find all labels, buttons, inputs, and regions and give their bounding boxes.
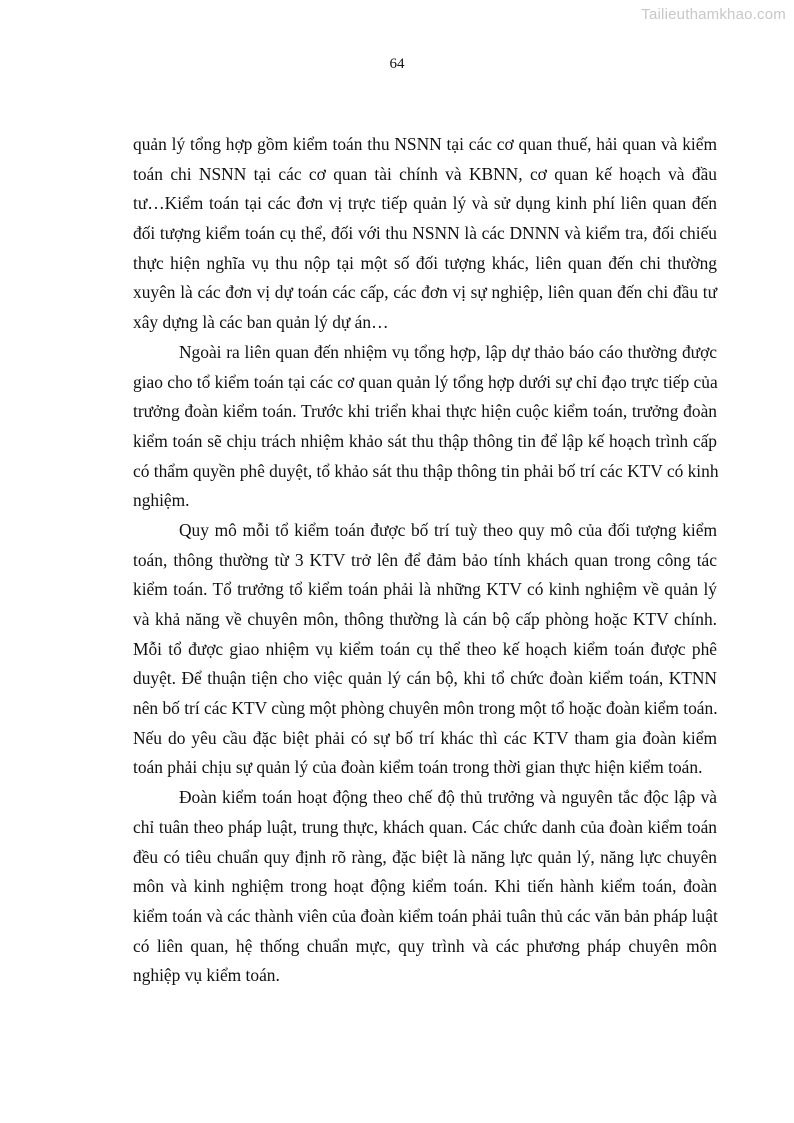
- paragraph-3: [133, 516, 717, 783]
- text-line: nghiệm.: [133, 490, 190, 511]
- text-line: duyệt. Để thuận tiện cho việc quản lý cán bộ, khi tổ chức đoàn kiểm toán, KTNN: [133, 668, 717, 689]
- text-line: nghiệp vụ kiểm toán.: [133, 965, 280, 986]
- text-line: đều có tiêu chuẩn quy định rõ ràng, đặc biệt là năng lực quản lý, năng lực chuyên: [133, 846, 717, 867]
- text-line: Mỗi tổ được giao nhiệm vụ kiểm toán cụ thể theo kế hoạch kiểm toán được phê: [133, 638, 717, 659]
- text-line: xây dựng là các ban quản lý dự án…: [133, 312, 389, 333]
- text-line: xuyên là các đơn vị dự toán các cấp, các đơn vị sự nghiệp, liên quan đến chi đầu tư: [133, 282, 717, 303]
- watermark-text: Tailieuthamkhao.com: [641, 6, 786, 23]
- text-line: toán, thông thường từ 3 KTV trở lên để đảm bảo tính khách quan trong công tác: [133, 549, 717, 570]
- text-line: toán chi NSNN tại các cơ quan tài chính và KBNN, cơ quan kế hoạch và đầu: [133, 163, 717, 184]
- text-line: Nếu do yêu cầu đặc biệt phải có sự bố trí khác thì các KTV tham gia đoàn kiểm: [133, 727, 717, 748]
- document-body: [133, 130, 717, 991]
- text-line: môn và kinh nghiệm trong hoạt động kiểm toán. Khi tiến hành kiểm toán, đoàn: [133, 876, 717, 897]
- text-line: toán phải chịu sự quản lý của đoàn kiểm toán trong thời gian thực hiện kiểm toán.: [133, 757, 703, 778]
- text-line: Đoàn kiểm toán hoạt động theo chế độ thủ trưởng và nguyên tắc độc lập và: [179, 787, 717, 808]
- text-line: và khả năng về chuyên môn, thông thường là cán bộ cấp phòng hoặc KTV chính.: [133, 609, 717, 629]
- text-line: thực hiện nghĩa vụ thu nộp tại một số đối tượng khác, liên quan đến chi thường: [133, 252, 717, 273]
- text-line: kiểm toán. Tổ trưởng tổ kiểm toán phải là những KTV có kinh nghiệm về quản lý: [133, 579, 717, 600]
- paragraph-4: [133, 783, 717, 991]
- text-line: Quy mô mỗi tổ kiểm toán được bố trí tuỳ theo quy mô của đối tượng kiểm: [179, 519, 717, 540]
- text-line: tư…Kiểm toán tại các đơn vị trực tiếp quản lý và sử dụng kinh phí liên quan đến: [133, 193, 717, 214]
- text-line: có thẩm quyền phê duyệt, tổ khảo sát thu thập thông tin phải bố trí các KTV có kinh: [133, 460, 719, 481]
- text-line: kiểm toán sẽ chịu trách nhiệm khảo sát thu thập thông tin để lập kế hoạch trình cấp: [133, 430, 717, 451]
- text-line: chỉ tuân theo pháp luật, trung thực, khách quan. Các chức danh của đoàn kiểm toán: [133, 816, 717, 837]
- page-number: 64: [389, 56, 405, 72]
- text-line: kiểm toán và các thành viên của đoàn kiểm toán phải tuân thủ các văn bản pháp luật: [133, 905, 718, 926]
- text-line: Ngoài ra liên quan đến nhiệm vụ tổng hợp, lập dự thảo báo cáo thường được: [179, 341, 717, 362]
- text-line: quản lý tổng hợp gồm kiểm toán thu NSNN tại các cơ quan thuế, hải quan và kiểm: [133, 134, 717, 154]
- text-line: nên bố trí các KTV cùng một phòng chuyên môn trong một tổ hoặc đoàn kiểm toán.: [133, 698, 718, 719]
- paragraph-2: [133, 338, 717, 516]
- paragraph-1: [133, 130, 717, 338]
- text-line: giao cho tổ kiểm toán tại các cơ quan quản lý tổng hợp dưới sự chỉ đạo trực tiếp của: [133, 371, 718, 392]
- text-line: trưởng đoàn kiểm toán. Trước khi triển khai thực hiện cuộc kiểm toán, trưởng đoàn: [133, 401, 717, 422]
- text-line: đối tượng kiểm toán cụ thể, đối với thu NSNN là các DNNN và kiểm tra, đối chiếu: [133, 223, 717, 244]
- text-line: có liên quan, hệ thống chuẩn mực, quy trình và các phương pháp chuyên môn: [133, 935, 717, 956]
